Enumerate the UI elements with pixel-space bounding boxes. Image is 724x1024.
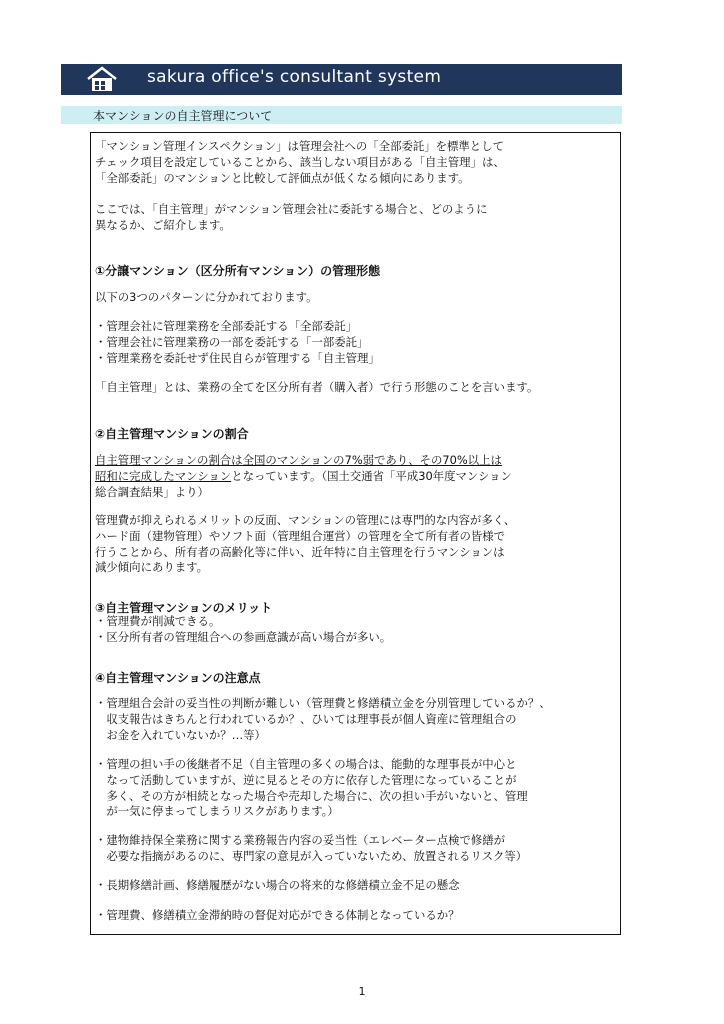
section-2-heading: ②自主管理マンションの割合 [95, 427, 249, 441]
section-1-heading: ①分譲マンション（区分所有マンション）の管理形態 [95, 264, 381, 278]
list-item: ・区分所有者の管理組合への参画意識が高い場合が多い。 [95, 629, 392, 644]
section-title-bar [61, 106, 622, 124]
house-icon [85, 66, 119, 93]
list-item: ・管理費が削減できる。 [95, 614, 221, 628]
section-2-stat: 自主管理マンションの割合は全国のマンションの7%弱であり、その70%以上は 昭和に完成したマンションとなっています。（国土交通省「平成30年度マンション 総合調査結果」より） [95, 453, 512, 499]
page-subtitle: 本マンションの自主管理について [93, 109, 273, 123]
section-3-heading: ③自主管理マンションのメリット [95, 601, 273, 615]
section-1-list [95, 319, 380, 366]
list-item: ・管理会社に管理業務の一部を委託する「一部委託」 [95, 334, 369, 349]
header-title: sakura office's consultant system [147, 67, 442, 87]
section-2-paragraph: 管理費が抑えられるメリットの反面、マンションの管理には専門的な内容が多く、 ハード面（建物管理）やソフト面（管理組合運営）の管理を全て所有者の皆様で 行うことから、所有者の高齢化等に伴い、近年特に自主管理を行うマンションは 減少傾向にあります。 [95, 513, 516, 575]
list-item: ・管理会社に管理業務を全部委託する「全部委託」 [95, 319, 357, 333]
section-1-note: 「自主管理」とは、業務の全てを区分所有者（購入者）で行う形態のことを言います。 [95, 380, 539, 394]
intro-paragraph-1: 「マンション管理インスペクション」は管理会社への「全部委託」を標準として チェック項目を設定していることから、該当しない項目がある「自主管理」は、 「全部委託」のマンションと比較して評価点が低くなる傾向にあります。 [95, 139, 505, 185]
section-4-item-4: ・長期修繕計画、修繕履歴がない場合の将来的な修繕積立金不足の懸念 [95, 878, 460, 892]
section-1-lead: 以下の3つのパターンに分かれております。 [95, 290, 318, 304]
list-item: ・管理業務を委託せず住民自らが管理する「自主管理」 [95, 350, 380, 365]
intro-paragraph-2: ここでは、「自主管理」がマンション管理会社に委託する場合と、どのように 異なるか、ご紹介します。 [95, 202, 488, 232]
header-banner [61, 64, 622, 95]
section-4-item-5: ・管理費、修繕積立金滞納時の督促対応ができる体制となっているか？ [95, 908, 460, 922]
section-4-item-1: ・管理組合会計の妥当性の判断が難しい（管理費と修繕積立金を分別管理しているか？、 収支報告はきちんと行われているか？、ひいては理事長が個人資産に管理組合の お金を入れていないか？…等） [95, 696, 551, 742]
page-number: 1 [358, 985, 366, 998]
section-4-item-2: ・管理の担い手の後継者不足（自主管理の多くの場合は、能動的な理事長が中心と なって活動していますが、逆に見るとその方に依存した管理になっていることが 多く、その方が相続となった場合や売却した場合に、次の担い手がいないと、管理 が一気に停まってしまうリスクがあります。） [95, 757, 528, 819]
section-3-list [95, 614, 391, 646]
section-4-heading: ④自主管理マンションの注意点 [95, 671, 261, 685]
section-4-item-3: ・建物維持保全業務に関する業務報告内容の妥当性（エレベーター点検で修繕が 必要な指摘があるのに、専門家の意見が入っていないため、放置されるリスク等） [95, 833, 528, 863]
